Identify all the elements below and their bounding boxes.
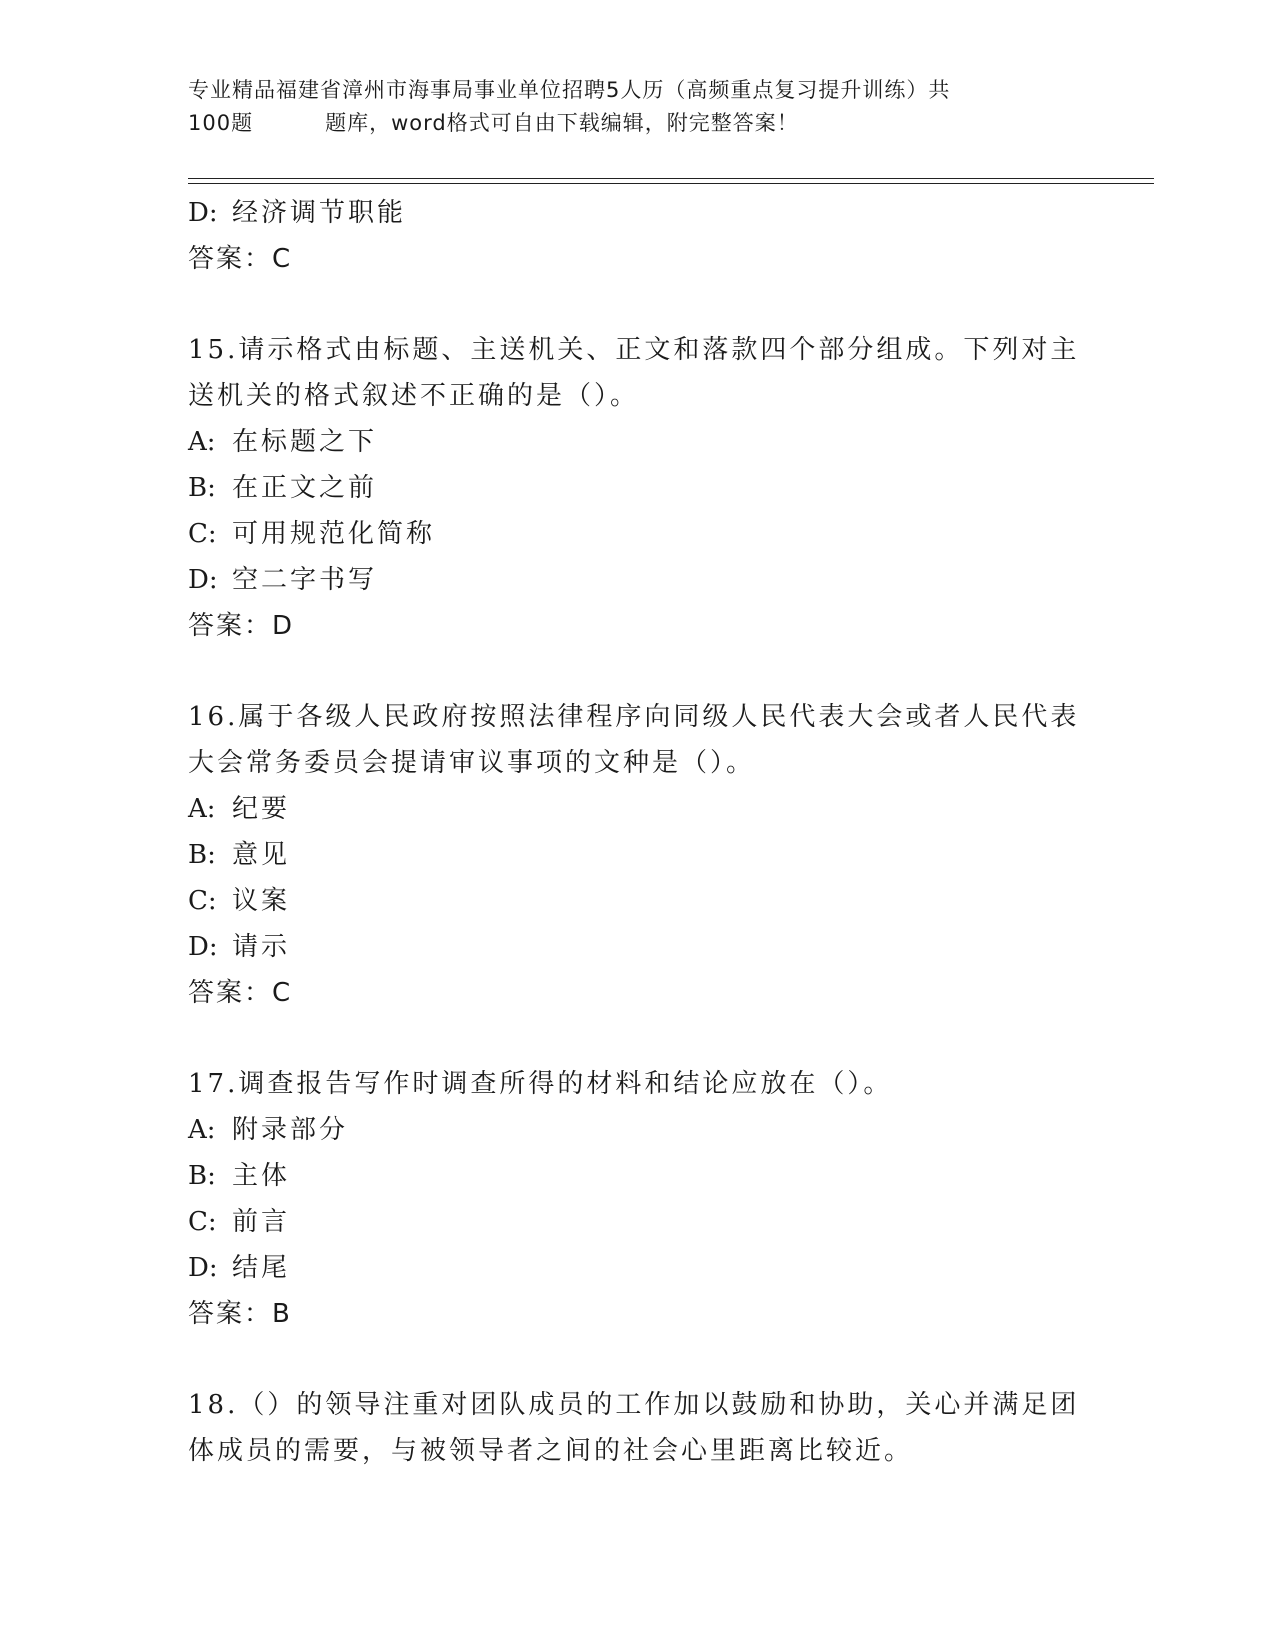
option-key: B: <box>188 473 216 503</box>
option-key: B: <box>188 840 216 870</box>
document-header <box>188 74 1088 140</box>
option-text: 结尾 <box>232 1253 291 1283</box>
question-stem-line: 17.调查报告写作时调查所得的材料和结论应放在（）。 <box>188 1069 893 1099</box>
option-key: A: <box>188 1115 216 1145</box>
option-b <box>188 832 1088 878</box>
header-line-1: 专业精品福建省漳州市海事局事业单位招聘5人历（高频重点复习提升训练）共 <box>188 78 951 102</box>
option-b <box>188 465 1088 511</box>
header-divider-bottom <box>188 183 1154 184</box>
option-text: 空二字书写 <box>232 565 378 595</box>
header-description: 题库，word格式可自由下载编辑，附完整答案！ <box>325 111 799 135</box>
answer: 答案：C <box>188 978 293 1008</box>
option-text: 可用规范化简称 <box>232 519 436 549</box>
question-17 <box>188 1061 1088 1337</box>
option-key: B: <box>188 1161 216 1191</box>
option-text: 议案 <box>232 886 291 916</box>
option-key: D: <box>188 198 218 228</box>
option-c <box>188 878 1088 924</box>
option-d <box>188 924 1088 970</box>
option-key: A: <box>188 427 216 457</box>
continued-option-d <box>188 190 1088 236</box>
option-d <box>188 1245 1088 1291</box>
continued-answer: 答案：C <box>188 244 293 274</box>
header-line-2 <box>188 107 1088 140</box>
option-text: 附录部分 <box>232 1115 349 1145</box>
option-text: 经济调节职能 <box>232 198 407 228</box>
question-stem-line: 体成员的需要，与被领导者之间的社会心里距离比较近。 <box>188 1436 914 1466</box>
option-key: C: <box>188 1207 217 1237</box>
option-text: 前言 <box>232 1207 291 1237</box>
option-text: 意见 <box>232 840 291 870</box>
option-key: C: <box>188 519 217 549</box>
question-stem-line: 18.（）的领导注重对团队成员的工作加以鼓励和协助，关心并满足团 <box>188 1390 1080 1420</box>
option-d <box>188 557 1088 603</box>
option-key: D: <box>188 1253 218 1283</box>
question-stem-line: 15.请示格式由标题、主送机关、正文和落款四个部分组成。下列对主 <box>188 335 1080 365</box>
question-content <box>188 190 1088 1474</box>
answer: 答案：B <box>188 1299 292 1329</box>
option-c <box>188 1199 1088 1245</box>
header-divider-top <box>188 178 1154 179</box>
question-stem-line: 16.属于各级人民政府按照法律程序向同级人民代表大会或者人民代表 <box>188 702 1080 732</box>
option-key: C: <box>188 886 217 916</box>
option-key: A: <box>188 794 216 824</box>
option-a <box>188 1107 1088 1153</box>
option-a <box>188 786 1088 832</box>
question-stem-line: 送机关的格式叙述不正确的是（）。 <box>188 381 640 411</box>
option-text: 在标题之下 <box>232 427 378 457</box>
option-text: 在正文之前 <box>232 473 378 503</box>
header-question-count: 100题 <box>188 111 254 135</box>
option-b <box>188 1153 1088 1199</box>
question-stem-line: 大会常务委员会提请审议事项的文种是（）。 <box>188 748 756 778</box>
option-key: D: <box>188 932 218 962</box>
question-18 <box>188 1382 1088 1474</box>
answer: 答案：D <box>188 611 295 641</box>
option-text: 请示 <box>232 932 291 962</box>
option-a <box>188 419 1088 465</box>
option-text: 纪要 <box>232 794 291 824</box>
question-16 <box>188 694 1088 1016</box>
question-15 <box>188 327 1088 649</box>
option-key: D: <box>188 565 218 595</box>
option-c <box>188 511 1088 557</box>
option-text: 主体 <box>232 1161 291 1191</box>
